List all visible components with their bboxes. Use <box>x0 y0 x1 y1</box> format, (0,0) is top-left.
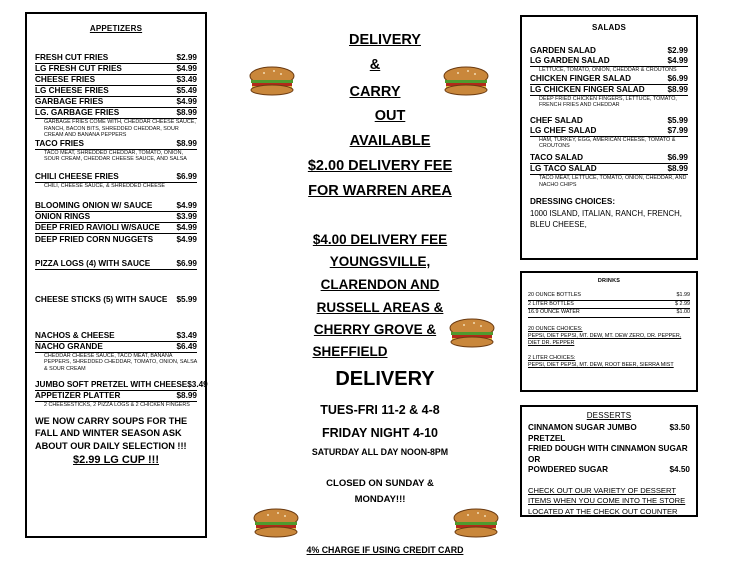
hours-friday: FRIDAY NIGHT 4-10 <box>321 426 438 440</box>
menu-item: GARBAGE FRIES $4.99 <box>35 97 197 106</box>
dessert-item: POWDERED SUGAR $4.50 <box>528 465 690 474</box>
dressing-list: 1000 ISLAND, ITALIAN, RANCH, FRENCH, BLEU CHEESE, <box>530 209 682 230</box>
salads-panel <box>520 15 698 260</box>
menu-item: CHEESE FRIES $3.49 <box>35 75 197 84</box>
menu-item: DEEP FRIED RAVIOLI W/SAUCE $4.99 <box>35 222 197 232</box>
salads-title: SALADS <box>591 23 627 32</box>
item-description: 2 CHEESESTICKS, 2 PIZZA LOGS & 2 CHICKEN FINGERS <box>44 402 190 409</box>
drink-item: 2 LITER BOTTLES $ 2.99 <box>528 301 690 310</box>
menu-item: DEEP FRIED CORN NUGGETS $4.99 <box>35 234 197 244</box>
menu-item: CHICKEN FINGER SALAD $6.99 <box>530 73 688 83</box>
item-description: TACO MEAT, LETTUCE, TOMATO, ONION, CHEDDAR, AND NACHO CHIPS <box>539 174 687 188</box>
menu-item: LG CHICKEN FINGER SALAD $8.99 <box>530 84 688 94</box>
sandwich-icon <box>252 508 300 538</box>
desserts-panel <box>520 405 698 517</box>
menu-item: TACO SALAD $6.99 <box>530 152 688 162</box>
area-russell: RUSSELL AREAS & <box>316 300 444 315</box>
menu-item: LG CHEF SALAD $7.99 <box>530 125 688 135</box>
item-description: TACO MEAT, SHREDDED CHEDDAR, TOMATO, ONION, SOUR CREAM, CHEDDAR CHEESE SAUCE, AND SALSA <box>44 149 187 163</box>
area-youngsville: YOUNGSVILLE, <box>329 254 431 269</box>
menu-item: JUMBO SOFT PRETZEL WITH CHEESE $3.49 <box>35 380 208 390</box>
menu-item: PIZZA LOGS (4) WITH SAUCE $6.99 <box>35 258 197 268</box>
delivery-heading: DELIVERY <box>349 32 421 48</box>
closed-days: MONDAY!!! <box>354 494 406 505</box>
item-description: LETTUCE, TOMATO, ONION, CHEDDAR & CROUTONS <box>539 67 677 73</box>
menu-item: LG CHEESE FRIES $5.49 <box>35 86 197 95</box>
liter-choices-title: 2 LITER CHOICES: <box>528 354 576 361</box>
item-description: CHEDDAR CHEESE SAUCE, TACO MEAT, BANANA PEPPERS, SHREDDED CHEDDAR, TOMATO, ONION, SALSA & SOUR CREAM <box>44 352 197 372</box>
oz-choices-title: 20 OUNCE CHOICES: <box>528 325 583 332</box>
menu-item: ONION RINGS $3.99 <box>35 211 197 221</box>
sandwich-icon <box>448 318 496 348</box>
menu-item: GARDEN SALAD $2.99 <box>530 46 688 55</box>
fee-warren: $2.00 DELIVERY FEE <box>307 158 453 174</box>
dessert-note: CHECK OUT OUR VARIETY OF DESSERT ITEMS WHEN YOU COME INTO THE STORE LOCATED AT THE CHECK OUT COUNTER <box>528 485 686 516</box>
hours-saturday: SATURDAY ALL DAY NOON-8PM <box>311 447 449 457</box>
credit-card-charge: 4% CHARGE IF USING CREDIT CARD <box>306 545 464 555</box>
available-heading: AVAILABLE <box>349 133 431 149</box>
item-description: DEEP FRIED CHICKEN FINGERS, LETTUCE, TOMATO, FRENCH FRIES AND CHEDDAR <box>539 95 677 109</box>
sandwich-icon <box>452 508 500 538</box>
dessert-item: FRIED DOUGH WITH CINNAMON SUGAR OR <box>528 444 688 464</box>
oz-choices-list: PEPSI, DIET PEPSI, MT. DEW, MT. DEW ZERO, DR. PEPPER, DIET DR. PEPPER <box>528 332 682 346</box>
ampersand: & <box>369 57 381 73</box>
menu-item: FRESH CUT FRIES $2.99 <box>35 53 197 62</box>
item-description: CHILI, CHEESE SAUCE, & SHREDDED CHEESE <box>44 182 166 189</box>
item-description: HAM, TURKEY, EGG, AMERICAN CHEESE, TOMATO & CROUTONS <box>539 136 676 150</box>
appetizers-panel <box>25 12 207 538</box>
sandwich-icon <box>442 66 490 96</box>
dressing-title: DRESSING CHOICES: <box>530 197 616 207</box>
closed-notice: CLOSED ON SUNDAY & <box>326 478 434 489</box>
menu-item: CHEF SALAD $5.99 <box>530 115 688 125</box>
soup-price: $2.99 LG CUP !!! <box>73 454 159 467</box>
menu-item: LG FRESH CUT FRIES $4.99 <box>35 64 197 73</box>
menu-item: LG GARDEN SALAD $4.99 <box>530 56 688 65</box>
menu-item: NACHOS & CHEESE $3.49 <box>35 330 197 340</box>
menu-item: LG TACO SALAD $8.99 <box>530 163 688 173</box>
hours-weekday: TUES-FRI 11-2 & 4-8 <box>320 403 440 417</box>
menu-item: CHEESE STICKS (5) WITH SAUCE $5.99 <box>35 294 197 304</box>
carry-heading: CARRY <box>349 84 401 100</box>
area-clarendon: CLARENDON AND <box>320 277 440 292</box>
soup-promo: WE NOW CARRY SOUPS FOR THE FALL AND WINTER SEASON ASK ABOUT OUR DAILY SELECTION !!! <box>35 415 188 451</box>
drinks-title: DRINKS <box>597 278 621 284</box>
fee-outer: $4.00 DELIVERY FEE <box>312 232 448 247</box>
dessert-item: CINNAMON SUGAR JUMBO PRETZEL $3.50 <box>528 423 690 443</box>
area-sheffield: SHEFFIELD <box>312 344 388 359</box>
item-description: GARBAGE FRIES COME WITH, CHEDDAR CHEESE SAUCE, RANCH, BACON BITS, SHREDDED CHEDDAR, SOUR CREAM AND BANANA PEPPERS <box>44 119 196 139</box>
delivery-big: DELIVERY <box>335 368 435 390</box>
sandwich-icon <box>248 66 296 96</box>
menu-item: APPETIZER PLATTER $8.99 <box>35 391 197 401</box>
appetizers-title: APPETIZERS <box>89 24 143 33</box>
drink-item: 16.9 OUNCE WATER $1.00 <box>528 309 690 318</box>
warren-area: FOR WARREN AREA <box>308 183 452 199</box>
menu-item: BLOOMING ONION W/ SAUCE $4.99 <box>35 200 197 210</box>
drinks-panel <box>520 271 698 392</box>
drink-item: 20 OUNCE BOTTLES $1.99 <box>528 292 690 301</box>
out-heading: OUT <box>374 108 406 124</box>
menu-item: CHILI CHEESE FRIES $6.99 <box>35 171 197 181</box>
area-cherry-grove: CHERRY GROVE & <box>313 322 437 337</box>
desserts-title: DESSERTS <box>586 411 632 420</box>
menu-item: NACHO GRANDE $6.49 <box>35 341 197 351</box>
menu-item: TACO FRIES $8.99 <box>35 138 197 148</box>
menu-item: LG. GARBAGE FRIES $8.99 <box>35 108 197 117</box>
liter-choices-list: PEPSI, DIET PEPSI, MT. DEW, ROOT BEER, SIERRA MIST <box>528 361 674 368</box>
